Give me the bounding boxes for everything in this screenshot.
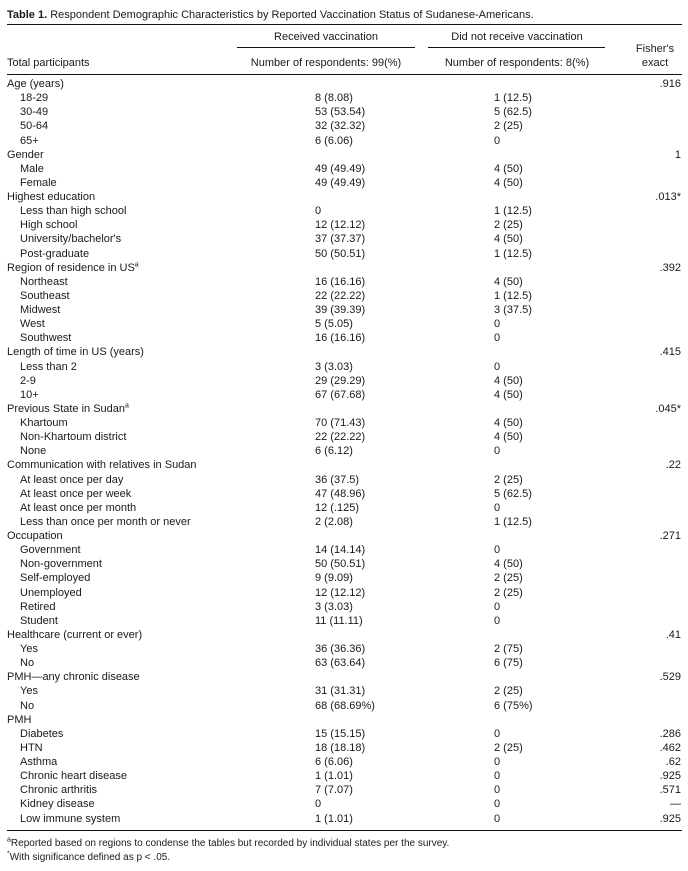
row-label: [7, 261, 139, 275]
footnote-star-mark: *: [7, 850, 10, 858]
row-label: [20, 741, 43, 755]
cell-not-received: 0: [494, 727, 501, 740]
row-label-text: Post-graduate: [20, 247, 90, 260]
row-label-text: None: [20, 445, 47, 458]
cell-received: 22 (22.22): [315, 289, 366, 302]
table-row: [7, 557, 682, 571]
cell-received: 11 (11.11): [315, 614, 363, 627]
row-label: [20, 487, 131, 501]
cell-received: 49 (49.49): [315, 176, 366, 189]
cell-not-received: 4 (50): [494, 233, 523, 246]
cell-received: 16 (16.16): [315, 275, 366, 288]
table-row: [7, 444, 682, 458]
row-label: [20, 134, 39, 148]
cell-received: 8 (8.08): [315, 92, 353, 105]
row-label-text: Healthcare (current or ever): [7, 628, 143, 641]
cell-not-received: 0: [494, 614, 501, 627]
cell-received: 63 (63.64): [315, 657, 366, 670]
cell-not-received: 0: [494, 445, 501, 458]
footnote-star-text: With significance defined as p < .05.: [9, 852, 171, 863]
row-label: [20, 642, 38, 656]
cell-not-received: 0: [494, 544, 501, 557]
table-row: [7, 769, 682, 783]
header-not-received-vaccination: Did not receive vaccination: [451, 31, 583, 43]
cell-not-received: 0: [494, 501, 501, 514]
cell-not-received: 4 (50): [494, 176, 523, 189]
cell-not-received: 1 (12.5): [494, 205, 532, 218]
row-label-text: No: [20, 657, 35, 670]
cell-fishers-exact: .392: [659, 261, 681, 274]
table-row: [7, 388, 682, 402]
row-label: [20, 247, 89, 261]
row-label: [20, 303, 60, 317]
table-row: [7, 797, 682, 811]
row-label: [20, 444, 46, 458]
cell-not-received: 0: [494, 784, 501, 797]
table-row: [7, 416, 682, 430]
table-section-row: [7, 529, 682, 543]
row-label-text: Student: [20, 614, 58, 627]
cell-received: 3 (3.03): [315, 360, 353, 373]
row-label: [20, 755, 57, 769]
table-row: [7, 91, 682, 105]
cell-received: 22 (22.22): [315, 431, 366, 444]
table-row: [7, 783, 682, 797]
cell-not-received: 2 (25): [494, 586, 523, 599]
table-section-row: [7, 77, 682, 91]
cell-received: 47 (48.96): [315, 487, 366, 500]
table-row: [7, 289, 682, 303]
row-label: [20, 119, 48, 133]
row-label: [7, 458, 197, 472]
cell-received: 68 (68.69%): [315, 699, 375, 712]
table-row: [7, 218, 682, 232]
table-row: [7, 473, 682, 487]
row-label: [20, 699, 34, 713]
table-row: [7, 247, 682, 261]
table-row: [7, 162, 682, 176]
row-label: [20, 557, 102, 571]
row-label-text: Southwest: [20, 332, 72, 345]
row-label-text: Low immune system: [20, 812, 121, 825]
row-label: [20, 162, 44, 176]
cell-not-received: 2 (25): [494, 120, 523, 133]
header-received-vaccination: Received vaccination: [274, 31, 378, 43]
cell-not-received: 4 (50): [494, 417, 523, 429]
row-label-text: High school: [20, 219, 78, 232]
cell-not-received: 2 (25): [494, 685, 523, 698]
row-label-text: Previous State in Sudan: [7, 402, 126, 415]
row-label-text: Asthma: [20, 756, 58, 768]
cell-not-received: 5 (62.5): [494, 487, 532, 500]
table-section-row: [7, 713, 682, 727]
footnote-a: [7, 837, 449, 850]
cell-not-received: 0: [494, 798, 501, 811]
cell-received: 12 (12.12): [315, 219, 366, 232]
row-label-text: Occupation: [7, 530, 63, 542]
row-label-text: West: [20, 318, 45, 331]
row-label: [20, 91, 48, 105]
table-row: [7, 487, 682, 501]
cell-received: 5 (5.05): [315, 318, 353, 331]
cell-received: 0: [315, 205, 322, 218]
row-label-footnote-mark: a: [134, 260, 139, 268]
cell-fishers-exact: .462: [659, 741, 681, 754]
cell-received: 0: [315, 798, 322, 811]
cell-received: 3 (3.03): [315, 600, 353, 613]
row-label-text: Non-Khartoum district: [20, 431, 127, 444]
row-label: [7, 190, 95, 204]
row-label-text: Chronic arthritis: [20, 784, 98, 797]
cell-not-received: 0: [494, 812, 501, 825]
row-label: [20, 430, 126, 444]
cell-not-received: 0: [494, 332, 501, 345]
footnote-a-mark: a: [7, 836, 11, 844]
cell-fishers-exact: —: [670, 798, 681, 811]
cell-not-received: 0: [494, 318, 501, 331]
table-section-row: [7, 458, 682, 472]
cell-fishers-exact: .286: [659, 727, 681, 740]
cell-received: 14 (14.14): [315, 544, 366, 557]
cell-received: 16 (16.16): [315, 332, 366, 345]
cell-not-received: 0: [494, 756, 501, 768]
table-row: [7, 275, 682, 289]
row-label-text: Less than high school: [20, 205, 127, 218]
bottom-rule: [7, 830, 682, 831]
row-label-footnote-mark: a: [125, 402, 129, 410]
row-label: [20, 684, 38, 698]
row-label-text: Khartoum: [20, 417, 68, 429]
row-label-text: HTN: [20, 741, 43, 754]
cell-received: 1 (1.01): [315, 812, 353, 825]
row-label-text: Non-government: [20, 558, 102, 571]
cell-fishers-exact: .271: [659, 530, 681, 542]
cell-received: 70 (71.43): [315, 417, 366, 429]
table-row: [7, 176, 682, 190]
table-row: [7, 232, 682, 246]
cell-not-received: 2 (25): [494, 219, 523, 232]
cell-received: 7 (7.07): [315, 784, 353, 797]
cell-not-received: 5 (62.5): [494, 106, 532, 119]
row-label-text: Unemployed: [20, 586, 82, 599]
row-label: [20, 360, 77, 374]
header-received-n: Number of respondents: 99(%): [250, 57, 402, 69]
table-row: [7, 741, 682, 755]
row-label: [20, 783, 97, 797]
header-subrule-received: [237, 47, 415, 48]
cell-not-received: 4 (50): [494, 374, 523, 387]
table-section-row: [7, 345, 682, 359]
table-section-row: [7, 148, 682, 162]
row-label-text: No: [20, 699, 35, 712]
row-label-text: Region of residence in US: [7, 261, 135, 274]
row-label: [20, 727, 63, 741]
row-label-text: At least once per month: [20, 501, 137, 514]
row-label: [20, 105, 48, 119]
cell-received: 49 (49.49): [315, 162, 366, 175]
row-label-text: Self-employed: [20, 572, 91, 585]
row-label: [20, 176, 57, 190]
table-row: [7, 501, 682, 515]
row-label-text: 30-49: [20, 106, 49, 119]
top-rule: [7, 24, 682, 25]
row-label-text: Yes: [20, 685, 38, 698]
table-row: [7, 331, 682, 345]
table-row: [7, 515, 682, 529]
cell-not-received: 1 (12.5): [494, 92, 532, 105]
table-row: [7, 699, 682, 713]
table-row: [7, 684, 682, 698]
cell-received: 32 (32.32): [315, 120, 366, 133]
row-label: [20, 501, 136, 515]
header-subrule-not-received: [428, 47, 605, 48]
row-label-text: Length of time in US (years): [7, 346, 144, 359]
row-label-text: Female: [20, 176, 57, 189]
cell-received: 50 (50.51): [315, 558, 366, 571]
cell-not-received: 4 (50): [494, 275, 523, 288]
row-label-text: 2-9: [20, 374, 36, 387]
cell-received: 6 (6.06): [315, 756, 353, 768]
table-body: [7, 77, 682, 826]
table-section-row: [7, 261, 682, 275]
row-label-text: Chronic heart disease: [20, 770, 128, 783]
row-label-text: 10+: [20, 388, 39, 401]
row-label-text: At least once per day: [20, 473, 124, 486]
row-label: [7, 77, 64, 91]
row-label: [20, 515, 191, 529]
table-row: [7, 614, 682, 628]
cell-fishers-exact: 1: [674, 148, 681, 161]
table-row: [7, 600, 682, 614]
row-label-text: Yes: [20, 643, 38, 655]
table-row: [7, 543, 682, 557]
row-label-text: PMH: [7, 713, 32, 726]
row-label: [7, 628, 142, 642]
header-total-participants: Total participants: [7, 57, 90, 69]
cell-fishers-exact: .415: [659, 346, 681, 359]
table-row: [7, 642, 682, 656]
table-row: [7, 303, 682, 317]
cell-not-received: 1 (12.5): [494, 289, 532, 302]
row-label: [20, 600, 55, 614]
cell-fishers-exact: .571: [659, 784, 681, 797]
cell-received: 50 (50.51): [315, 247, 366, 260]
row-label: [20, 656, 34, 670]
cell-not-received: 0: [494, 360, 501, 373]
cell-received: 6 (6.12): [315, 445, 353, 458]
row-label: [20, 317, 45, 331]
row-label: [20, 218, 77, 232]
cell-fishers-exact: .529: [659, 671, 681, 684]
cell-received: 9 (9.09): [315, 572, 353, 585]
table-section-row: [7, 628, 682, 642]
cell-fishers-exact: .925: [659, 770, 681, 783]
cell-not-received: 1 (12.5): [494, 247, 532, 260]
table-row: [7, 204, 682, 218]
row-label: [20, 543, 81, 557]
table-row: [7, 656, 682, 670]
cell-fishers-exact: .41: [665, 628, 681, 641]
cell-received: 36 (37.5): [315, 473, 360, 486]
row-label-text: Gender: [7, 148, 44, 161]
table-row: [7, 119, 682, 133]
cell-not-received: 2 (25): [494, 741, 523, 754]
table-row: [7, 134, 682, 148]
row-label-text: Northeast: [20, 275, 68, 288]
row-label: [20, 289, 70, 303]
row-label-text: 65+: [20, 134, 39, 147]
row-label-text: 50-64: [20, 120, 49, 133]
cell-received: 53 (53.54): [315, 106, 366, 119]
row-label-text: Highest education: [7, 191, 96, 203]
table-row: [7, 586, 682, 600]
cell-received: 39 (39.39): [315, 304, 366, 316]
row-label-text: Age (years): [7, 78, 64, 90]
cell-not-received: 2 (75): [494, 643, 523, 655]
cell-fishers-exact: .925: [659, 812, 681, 825]
cell-fishers-exact: .62: [665, 756, 681, 768]
row-label: [20, 586, 82, 600]
cell-not-received: 4 (50): [494, 431, 523, 444]
table-row: [7, 755, 682, 769]
cell-fishers-exact: .916: [659, 78, 681, 90]
cell-not-received: 4 (50): [494, 162, 523, 175]
table-caption: [7, 8, 682, 22]
table-label: Table 1.: [7, 9, 48, 21]
table-section-row: [7, 402, 682, 416]
header-bottom-rule: [7, 74, 682, 75]
row-label-text: Southeast: [20, 289, 70, 302]
table-section-row: [7, 670, 682, 684]
cell-received: 12 (12.12): [315, 586, 366, 599]
row-label-text: Less than 2: [20, 360, 77, 373]
row-label: [7, 148, 44, 162]
row-label: [20, 331, 71, 345]
cell-received: 15 (15.15): [315, 727, 366, 740]
cell-fishers-exact: .22: [665, 459, 681, 472]
row-label-text: Communication with relatives in Sudan: [7, 459, 197, 472]
cell-received: 12 (.125): [315, 501, 360, 514]
cell-received: 29 (29.29): [315, 374, 366, 387]
cell-received: 1 (1.01): [315, 770, 353, 783]
cell-not-received: 2 (25): [494, 572, 523, 585]
cell-fishers-exact: .013*: [655, 191, 681, 203]
cell-received: 36 (36.36): [315, 643, 366, 655]
row-label: [20, 797, 95, 811]
row-label: [20, 204, 126, 218]
row-label-text: At least once per week: [20, 487, 132, 500]
table-title: Respondent Demographic Characteristics by Reported Vaccination Status of Sudanese-Americans.: [50, 9, 534, 21]
row-label-text: PMH—any chronic disease: [7, 671, 140, 684]
footnote-a-text: Reported based on regions to condense the tables but recorded by individual states per the survey.: [10, 838, 450, 849]
header-fishers-exact: Fisher's exact: [635, 43, 675, 69]
table-row: [7, 727, 682, 741]
row-label-text: Retired: [20, 600, 56, 613]
cell-not-received: 0: [494, 770, 501, 783]
cell-received: 67 (67.68): [315, 388, 366, 401]
row-label-text: Male: [20, 162, 44, 175]
cell-not-received: 6 (75%): [494, 699, 533, 712]
cell-received: 2 (2.08): [315, 515, 353, 528]
cell-received: 31 (31.31): [315, 685, 366, 698]
footnote-significance: [7, 851, 170, 864]
cell-not-received: 1 (12.5): [494, 515, 532, 528]
cell-not-received: 6 (75): [494, 657, 523, 670]
header-not-received-n: Number of respondents: 8(%): [444, 57, 590, 69]
table-row: [7, 571, 682, 585]
table-row: [7, 317, 682, 331]
row-label: [20, 374, 36, 388]
row-label: [20, 614, 58, 628]
row-label-text: 18-29: [20, 92, 49, 105]
table-row: [7, 430, 682, 444]
row-label-text: University/bachelor's: [20, 233, 122, 246]
row-label: [20, 812, 120, 826]
row-label: [7, 713, 31, 727]
cell-received: 6 (6.06): [315, 134, 353, 147]
row-label: [20, 275, 68, 289]
cell-not-received: 0: [494, 134, 501, 147]
row-label: [20, 232, 121, 246]
row-label-text: Government: [20, 544, 81, 557]
table-row: [7, 812, 682, 826]
cell-not-received: 4 (50): [494, 558, 523, 571]
row-label: [7, 529, 63, 543]
row-label: [7, 345, 144, 359]
cell-not-received: 0: [494, 600, 501, 613]
row-label-text: Diabetes: [20, 727, 64, 740]
table-row: [7, 374, 682, 388]
row-label: [20, 571, 90, 585]
table-row: [7, 360, 682, 374]
cell-fishers-exact: .045*: [655, 402, 681, 415]
cell-not-received: 3 (37.5): [494, 304, 532, 316]
row-label: [20, 473, 123, 487]
table-row: [7, 105, 682, 119]
row-label: [20, 388, 39, 402]
row-label-text: Kidney disease: [20, 798, 95, 811]
row-label-text: Less than once per month or never: [20, 515, 191, 528]
row-label-text: Midwest: [20, 304, 61, 316]
table-section-row: [7, 190, 682, 204]
cell-received: 37 (37.37): [315, 233, 366, 246]
row-label: [7, 402, 129, 416]
row-label: [20, 769, 127, 783]
row-label: [7, 670, 140, 684]
cell-not-received: 2 (25): [494, 473, 523, 486]
row-label: [20, 416, 68, 430]
cell-not-received: 4 (50): [494, 388, 523, 401]
cell-received: 18 (18.18): [315, 741, 366, 754]
